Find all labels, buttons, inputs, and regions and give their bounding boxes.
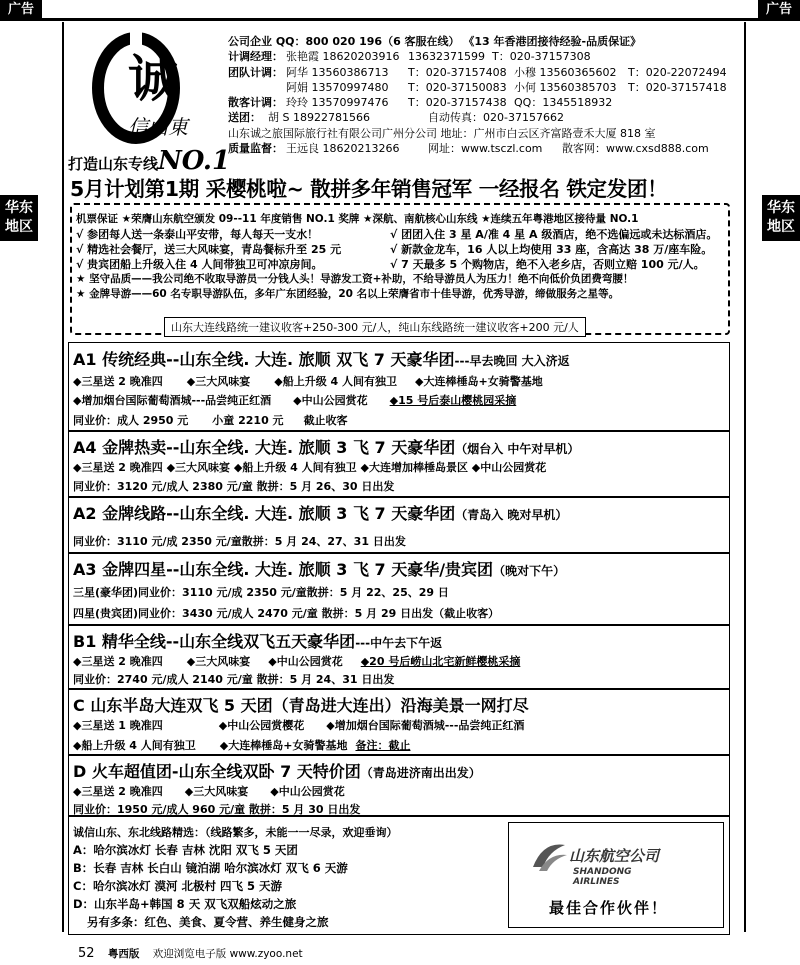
side-label-left: 华东 地区 — [0, 195, 38, 241]
logo-char: 诚 — [128, 49, 178, 108]
more-item: A：哈尔滨冰灯 长春 吉林 沈阳 双飞 5 天团 — [73, 843, 298, 857]
promo-line: √ 精选社会餐厅，送三大风味宴，青岛餐标升至 25 元 — [76, 243, 342, 256]
promo-box — [70, 203, 730, 335]
promo-line: ★ 坚守品质——我公司绝不收取导游员一分钱人头！导游发工资+补助，不给导游员人为压力！绝不向低价负团费弯腰！ — [76, 273, 634, 285]
tour-title: C 山东半岛大连双飞 5 天团（青岛进大连出）沿海美景一网打尽 — [73, 696, 529, 715]
tour-a1: A1 传统经典--山东全线. 大连. 旅顺 双飞 7 天豪华团---早去晚回 大入济返 ◆三星送 2 晚准四 ◆三大风味宴 ◆船上升级 4 人间有独卫 ◆大连棒棰岛+女骑警基地 ◆增加烟台国际葡萄酒城---品尝纯正红酒 ◆中山公园赏花 ◆15 号后泰山樱桃园采摘 同业价：成人 2950 元 小童 2210 元 截止收客 — [68, 342, 730, 432]
slogan-no: NO.1 — [158, 146, 231, 176]
more-item: C：哈尔滨冰灯 漠河 北极村 四飞 5 天游 — [73, 879, 282, 893]
tour-note: （烟台入 中午对早机） — [455, 442, 580, 456]
tour-a4: A4 金牌热卖--山东全线. 大连. 旅顺 3 飞 7 天豪华团（烟台入 中午对早机） ◆三星送 2 晚准四 ◆三大风味宴 ◆船上升级 4 人间有独卫 ◆大连增加棒棰岛景区 ◆中山公园赏花 同业价：3120 元/成人 2380 元/童 散拼：5 月 26、30 日出发 — [68, 430, 730, 498]
promo-line: √ 团团入住 3 星 A/准 4 星 A 级酒店，绝不选偏远或未达标酒店。 — [390, 228, 718, 241]
tour-title: A4 金牌热卖--山东全线. 大连. 旅顺 3 飞 7 天豪华团 — [73, 438, 456, 457]
promo-line: √ 7 天最多 5 个购物店，绝不入老乡店，否则立赔 100 元/人。 — [390, 258, 705, 271]
tour-b1: B1 精华全线--山东全线双飞五天豪华团---中午去下午返 ◆三星送 2 晚准四 ◆三大风味宴 ◆中山公园赏花 ◆20 号后崂山北宅新鲜樱桃采摘 同业价：2740 元/成人 2140 元/童 散拼：5 月 24、31 日出发 — [68, 624, 730, 690]
tour-d: D 火车超值团-山东全线双卧 7 天特价团（青岛进济南出出发） ◆三星送 2 晚准四 ◆三大风味宴 ◆中山公园赏花 同业价：1950 元/成人 960 元/童 散拼：5 月 30 日出发 — [68, 754, 730, 817]
tour-c: C 山东半岛大连双飞 5 天团（青岛进大连出）沿海美景一网打尽 ◆三星送 1 晚准四 ◆中山公园赏樱花 ◆增加烟台国际葡萄酒城---品尝纯正红酒 ◆船上升级 4 人间有独卫 ◆大连棒棰岛+女骑警基地 备注：截止 — [68, 688, 730, 756]
tour-title: D 火车超值团-山东全线双卧 7 天特价团 — [73, 762, 361, 781]
tour-note: （青岛进济南出出发） — [360, 766, 481, 780]
ad-tag-right: 广告 — [758, 0, 800, 20]
page-footer — [78, 946, 303, 961]
tour-title: B1 精华全线--山东全线双飞五天豪华团 — [73, 632, 356, 651]
tour-title: A3 金牌四星--山东全线. 大连. 旅顺 3 飞 7 天豪华/贵宾团 — [73, 560, 494, 579]
promo-line: √ 贵宾团船上升级入住 4 人间带独卫可冲凉房间。 — [76, 258, 323, 271]
promo-foot: 山东大连线路统一建议收客+250-300 元/人，纯山东线路统一建议收客+200 元/人 — [164, 317, 586, 337]
tour-a2: A2 金牌线路--山东全线. 大连. 旅顺 3 飞 7 天豪华团（青岛入 晚对早机） 同业价：3110 元/成 2350 元/童散拼：5 月 24、27、31 日出发 — [68, 496, 730, 554]
more-item: 另有多条：红色、美食、夏令营、养生健身之旅 — [87, 915, 329, 929]
tour-a3: A3 金牌四星--山东全线. 大连. 旅顺 3 飞 7 天豪华/贵宾团（晚对下午） 三星(豪华团)同业价：3110 元/成 2350 元/童散拼：5 月 22、25、29 日 四星(贵宾团)同业价：3430 元/成人 2470 元/童 散拼：5 月 29 日出发（截止收客） — [68, 552, 730, 626]
contact-info: 公司企业 QQ：800 020 196（6 客服在线） 《13 年香港团接待经验-品质保证》 计调经理： 张艳霞 18620203916 13632371599 T：020-37157308 团队计调： 阿华 13560386713 T：020-37157408 小穆 13560365602 T：020-22072494 阿娟 13570997480 T：020-37150083 小何 13560385703 T：020-37157418 散客计调： 玲玲 13570997476 T：020-37157438 QQ：1345518932 送团： 胡 S 18922781566 自动传真：020-37157662 山东诚之旅国际旅行社有限公司广州分公司 地址：广州市白云区齐富路壹禾大厦 818 室 质量监督： 王远良 18620213266 网址：www.tsczl.com 散客网：www.cxsd888.com — [228, 35, 727, 156]
partner-name: 山东航空公司 — [569, 847, 660, 865]
page-number: 52 — [78, 946, 95, 961]
headline: 5月计划第1期 采樱桃啦~ 散拼多年销售冠军 一经报名 铁定发团！ — [70, 177, 668, 201]
partner-en: SHANDONG AIRLINES — [573, 867, 632, 887]
promo-line: √ 参团每人送一条泰山平安带，每人每天一支水！ — [76, 228, 319, 241]
tour-title: A1 传统经典--山东全线. 大连. 旅顺 双飞 7 天豪华团 — [73, 350, 455, 369]
tour-note: ---中午去下午返 — [355, 636, 443, 650]
more-item: B：长春 吉林 长白山 镜泊湖 哈尔滨冰灯 双飞 6 天游 — [73, 861, 348, 875]
tour-note: （青岛入 晚对早机） — [455, 508, 568, 522]
top-rule — [0, 18, 800, 21]
tour-note: （晚对下午） — [493, 564, 566, 578]
logo-sub: 信山東 — [128, 115, 188, 139]
tour-note: ---早去晚回 大入济返 — [454, 354, 570, 368]
airline-logo-icon — [529, 837, 569, 877]
ad-tag-left: 广告 — [0, 0, 42, 20]
side-label-right: 华东 地区 — [762, 195, 800, 241]
edition: 粤西版 — [107, 948, 140, 960]
footer-text: 欢迎浏览电子版 www.zyoo.net — [152, 948, 303, 960]
tour-title: A2 金牌线路--山东全线. 大连. 旅顺 3 飞 7 天豪华团 — [73, 504, 456, 523]
more-title: 诚信山东、东北线路精选：（线路繁多，未能一一尽录，欢迎垂询） — [73, 826, 398, 839]
partner-ad — [508, 822, 724, 928]
promo-line: √ 新款金龙车，16 人以上均使用 33 座，含高达 38 万/座车险。 — [390, 243, 713, 256]
promo-line: 机票保证 ★荣膺山东航空颁发 09--11 年度销售 NO.1 奖牌 ★深航、南航核心山东线 ★连续五年粤港地区接待量 NO.1 — [76, 213, 639, 225]
partner-slogan: 最佳合作伙伴！ — [549, 899, 669, 917]
slogan-text: 打造山东专线 — [68, 155, 159, 173]
more-item: D：山东半岛+韩国 8 天 双飞双船炫动之旅 — [73, 897, 297, 911]
qq-line: 公司企业 QQ：800 020 196（6 客服在线） 《13 年香港团接待经验-品质保证》 — [228, 35, 642, 48]
promo-line: ★ 金牌导游——60 名专职导游队伍，多年广东团经验，20 名以上荣膺省市十佳导游，优秀导游，缔做服务之星等。 — [76, 288, 620, 300]
